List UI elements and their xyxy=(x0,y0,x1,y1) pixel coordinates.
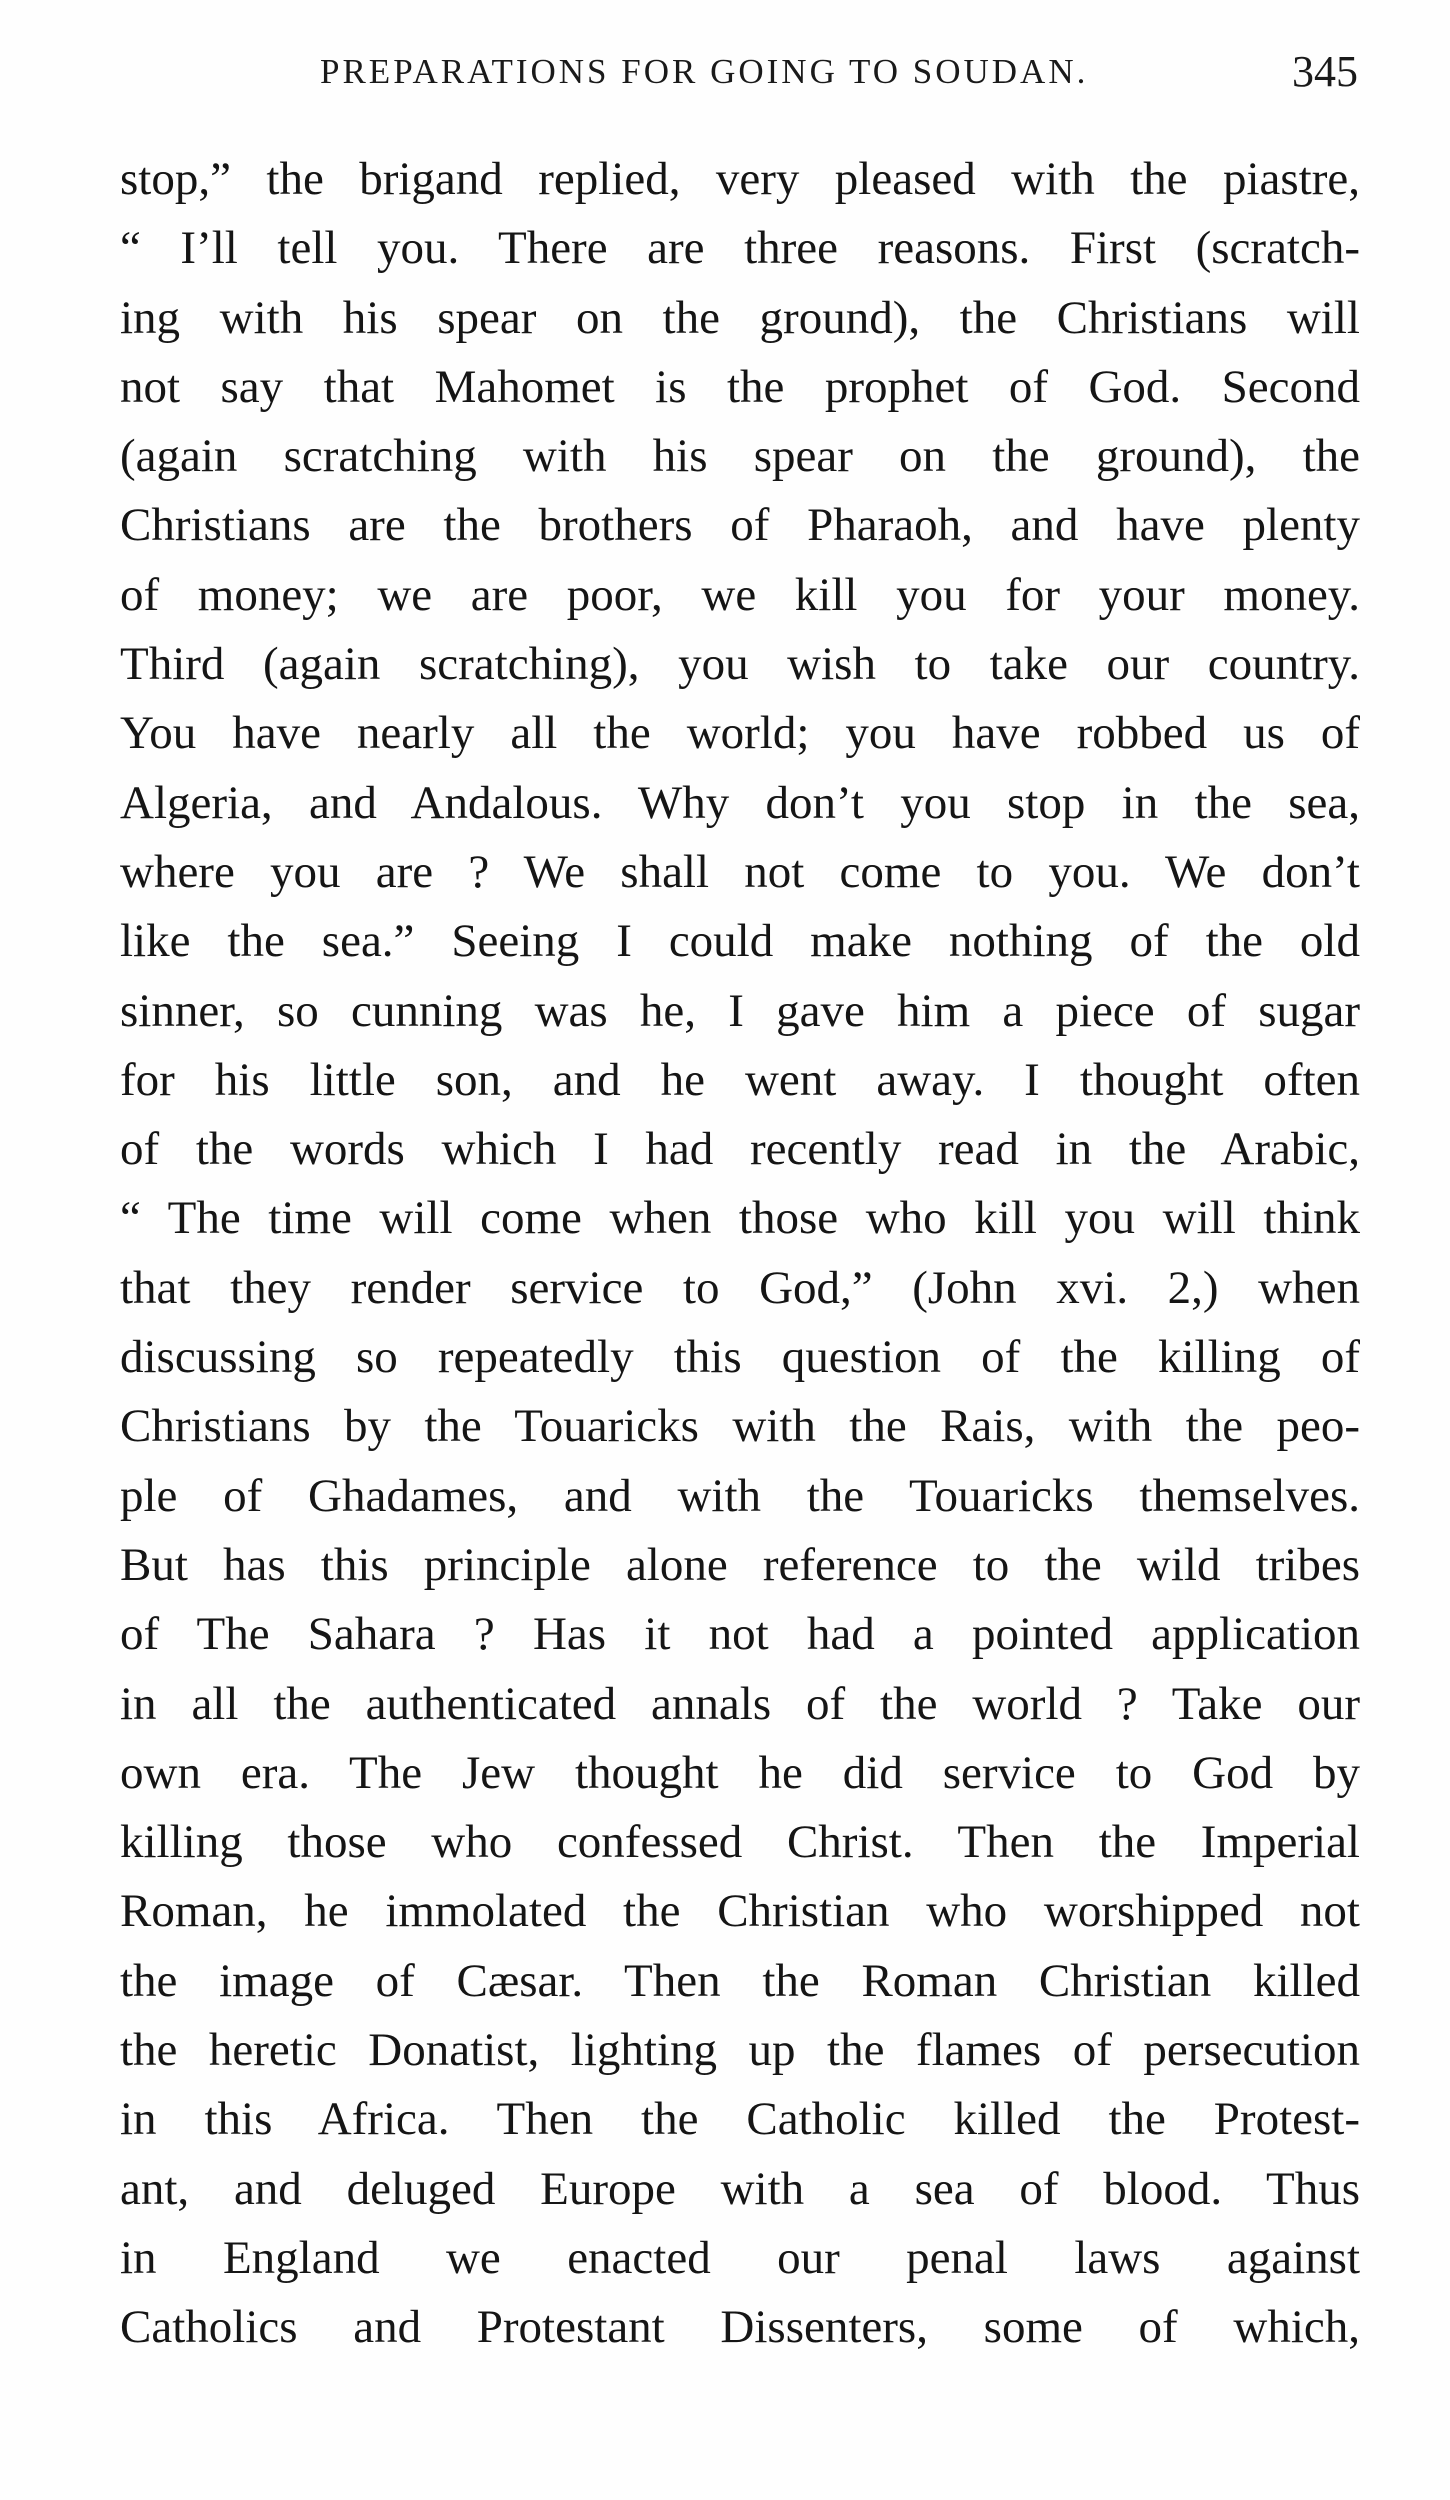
text-line: Algeria, and Andalous. Why don’t you stop in the sea, xyxy=(120,776,1360,829)
text-line: where you are ? We shall not come to you. We don’t xyxy=(120,845,1360,898)
text-line: killing those who confessed Christ. Then the Imperial xyxy=(120,1816,1360,1869)
text-line: in this Africa. Then the Catholic killed the Protest- xyxy=(120,2093,1360,2146)
text-line: of money; we are poor, we kill you for your money. xyxy=(120,568,1360,621)
text-line: not say that Mahomet is the prophet of God. Second xyxy=(120,360,1360,413)
text-line: ing with his spear on the ground), the Christians will xyxy=(120,291,1360,344)
text-line: discussing so repeatedly this question of the killing of xyxy=(120,1331,1360,1384)
text-line: the heretic Donatist, lighting up the flames of persecution xyxy=(120,2024,1360,2077)
text-line: But has this principle alone reference to the wild tribes xyxy=(120,1538,1360,1591)
text-line: Christians are the brothers of Pharaoh, and have plenty xyxy=(120,499,1360,552)
text-line: sinner, so cunning was he, I gave him a piece of sugar xyxy=(120,984,1360,1037)
text-line: in all the authenticated annals of the world ? Take our xyxy=(120,1677,1360,1730)
text-line: “ I’ll tell you. There are three reasons. First (scratch- xyxy=(120,222,1360,275)
text-line: ple of Ghadames, and with the Touaricks themselves. xyxy=(120,1469,1360,1522)
text-line: Christians by the Touaricks with the Rais, with the peo- xyxy=(120,1400,1360,1453)
body-text xyxy=(120,145,1360,2363)
text-line: Third (again scratching), you wish to take our country. xyxy=(120,638,1360,691)
text-line: of The Sahara ? Has it not had a pointed application xyxy=(120,1608,1360,1661)
text-line: ant, and deluged Europe with a sea of blood. Thus xyxy=(120,2162,1360,2215)
text-line: Catholics and Protestant Dissenters, some of which, xyxy=(120,2301,1360,2354)
text-line: the image of Cæsar. Then the Roman Christian killed xyxy=(120,1954,1360,2007)
text-line: stop,” the brigand replied, very pleased with the piastre, xyxy=(120,153,1360,205)
text-line: for his little son, and he went away. I thought often xyxy=(120,1053,1360,1106)
text-line: (again scratching with his spear on the ground), the xyxy=(120,430,1360,483)
text-line: like the sea.” Seeing I could make nothing of the old xyxy=(120,915,1360,968)
page-number: 345 xyxy=(1292,47,1358,96)
text-line: own era. The Jew thought he did service to God by xyxy=(120,1746,1360,1799)
text-line: Roman, he immolated the Christian who worshipped not xyxy=(120,1885,1360,1938)
text-line: that they render service to God,” (John xvi. 2,) when xyxy=(120,1261,1360,1314)
text-line: in England we enacted our penal laws against xyxy=(120,2231,1360,2284)
text-line: “ The time will come when those who kill you will think xyxy=(120,1192,1360,1245)
running-head-title: PREPARATIONS FOR GOING TO SOUDAN. xyxy=(320,52,1089,91)
text-line: You have nearly all the world; you have robbed us of xyxy=(120,707,1360,760)
text-line: of the words which I had recently read in the Arabic, xyxy=(120,1123,1360,1176)
